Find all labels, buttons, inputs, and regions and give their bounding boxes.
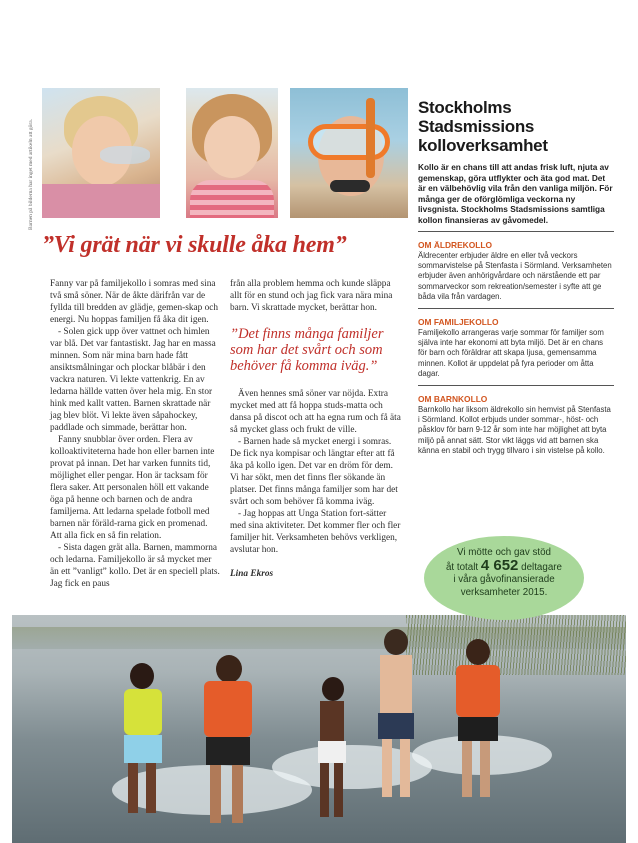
section-text: Barnkollo har liksom äldrekollo sin hemvist på Stenfasta i Sörmland. Kollot erbjuds under sommar-, höst- och påsklov för barn 9-12 år som inte har möjlighet att byta miljö på annat sätt. Stor vikt läggs vid att barnen ska känna en stabil och trygg tillvaro i sin vistelse på kollo.	[418, 404, 611, 456]
bubble-line: Vi mötte och gav stöd	[456, 547, 552, 558]
divider	[418, 308, 614, 309]
bubble-line	[424, 556, 584, 575]
article-column-2	[230, 278, 402, 580]
sidebar-info	[418, 98, 614, 457]
paragraph: - Solen gick upp över vattnet och himlen var blå. Det var fantastiskt. Jag har en massa minnen. Som när mina barn hade fått ansiktsmålningar och plockar blåbär i den vackra naturen. Vi lekte vattenkrig. En av ledarna hällde vatten över hela mig. En stor hink med kallt vatten. Barnen skrattade när jag blev blöt. Vi lekte även såpahockey, paddlade och simmade, berättar hon.	[50, 327, 216, 433]
paragraph: Även hennes små söner var nöjda. Extra mycket med att få hoppa studs-matta och dansa på discot och att ha egna rum och få äta så mycket glass och frukt de ville.	[230, 389, 401, 435]
paragraph: - Sista dagen grät alla. Barnen, mammorna och ledarna. Familjekollo är så mycket mer än ett ”vanligt” kollo. Det är en speciell plats. Jag fick en paus	[50, 543, 220, 589]
bubble-prefix: åt totalt	[445, 561, 479, 573]
bubble-suffix: deltagare	[521, 561, 562, 573]
photo-kids-running-into-lake	[12, 615, 626, 843]
byline: Lina Ekros	[230, 569, 274, 579]
section-text: Familjekollo arrangeras varje sommar för familjer som själva inte har ekonomi att byta miljö. Det är en chans för barn och föräldrar att skapa ljusa, gemensamma minnen. Kollot är uppdelat på fyra perioder om åtta dagar.	[418, 327, 604, 379]
headline: ”Vi grät när vi skulle åka hem”	[42, 232, 347, 258]
participant-count: 4 652	[480, 556, 519, 574]
reeds	[406, 615, 626, 675]
divider	[418, 385, 614, 386]
photo-girl-bubbles	[42, 88, 160, 218]
section-text: Äldrecenter erbjuder äldre en eller två veckors sommarvistelse på Stenfasta i Sörmland. Verksamheten erbjuder även anhörigvårdare och närstående ett par sommarveckor som rekreation/semester i syfte att ge båda vila från vardagen.	[418, 250, 612, 302]
bubble-line: i våra gåvofinansierade	[453, 574, 555, 585]
paragraph: - Jag hoppas att Unga Station fort-sätter med sina aktiviteter. Det kommer fler och fler familjer hit. Verksamheten behövs verkligen, avslutar hon.	[230, 509, 401, 555]
bubble-line: verksamheter 2015.	[460, 586, 548, 598]
section-heading: OM ÄLDREKOLLO	[418, 239, 492, 250]
section-heading: OM FAMILJEKOLLO	[418, 316, 499, 327]
paragraph: Fanny var på familjekollo i somras med sina två små söner. När de åkte därifrån var de fyllda till bredden av glädje, gemen-skap och energi. Nu hoppas familjen få åka dit igen.	[50, 279, 219, 325]
paragraph: - Barnen hade så mycket energi i somras. De fick nya kompisar och längtar efter att få åka på kollo igen. Det var en dröm för dem. Vi har sökt, men det finns fler sökande än platser. Det finns många familjer som har det svårt och som behöver få komma iväg.	[230, 437, 398, 507]
paragraph: Fanny snubblar över orden. Flera av kolloaktiviteterna hade hon eller barnen inte provat på innan. Det har varken funnits tid, möjlighet eller pengar. Hon är tacksam för flera saker. Att personalen höll ett vakande öga på henne och barnen och de andra familjerna. Att ledarna spelade fotboll med barnen när föräld-rarna gick en promenad. Att alla fick en så fin relation.	[50, 435, 215, 541]
paragraph: från alla problem hemma och kunde släppa allt för en stund och jag fick vara nära mina barn. Vi skrattade mycket, berättar hon.	[230, 279, 393, 313]
article-column-1	[50, 278, 220, 590]
pull-quote: ”Det finns många familjer som har det svårt och som behöver få komma iväg.”	[230, 326, 384, 374]
photo-credit: Barnen på bilderna har inget med artikeln att göra.	[28, 118, 34, 230]
stat-bubble	[424, 536, 584, 620]
divider	[418, 231, 614, 232]
section-heading: OM BARNKOLLO	[418, 393, 488, 404]
sidebar-intro: Kollo är en chans till att andas frisk luft, njuta av gemenskap, göra utflykter och äta god mat. Det är en välbehövlig vila från den vanliga miljön. För många ger de oförglömliga veckorna ny livsgnista. Stockholms Stadsmissions samtliga kollon finansieras av gåvomedel.	[418, 162, 613, 225]
photo-boy-snorkel	[290, 88, 408, 218]
photo-toddler	[186, 88, 278, 218]
sidebar-title: Stockholms Stadsmissions kolloverksamhet	[418, 98, 548, 155]
